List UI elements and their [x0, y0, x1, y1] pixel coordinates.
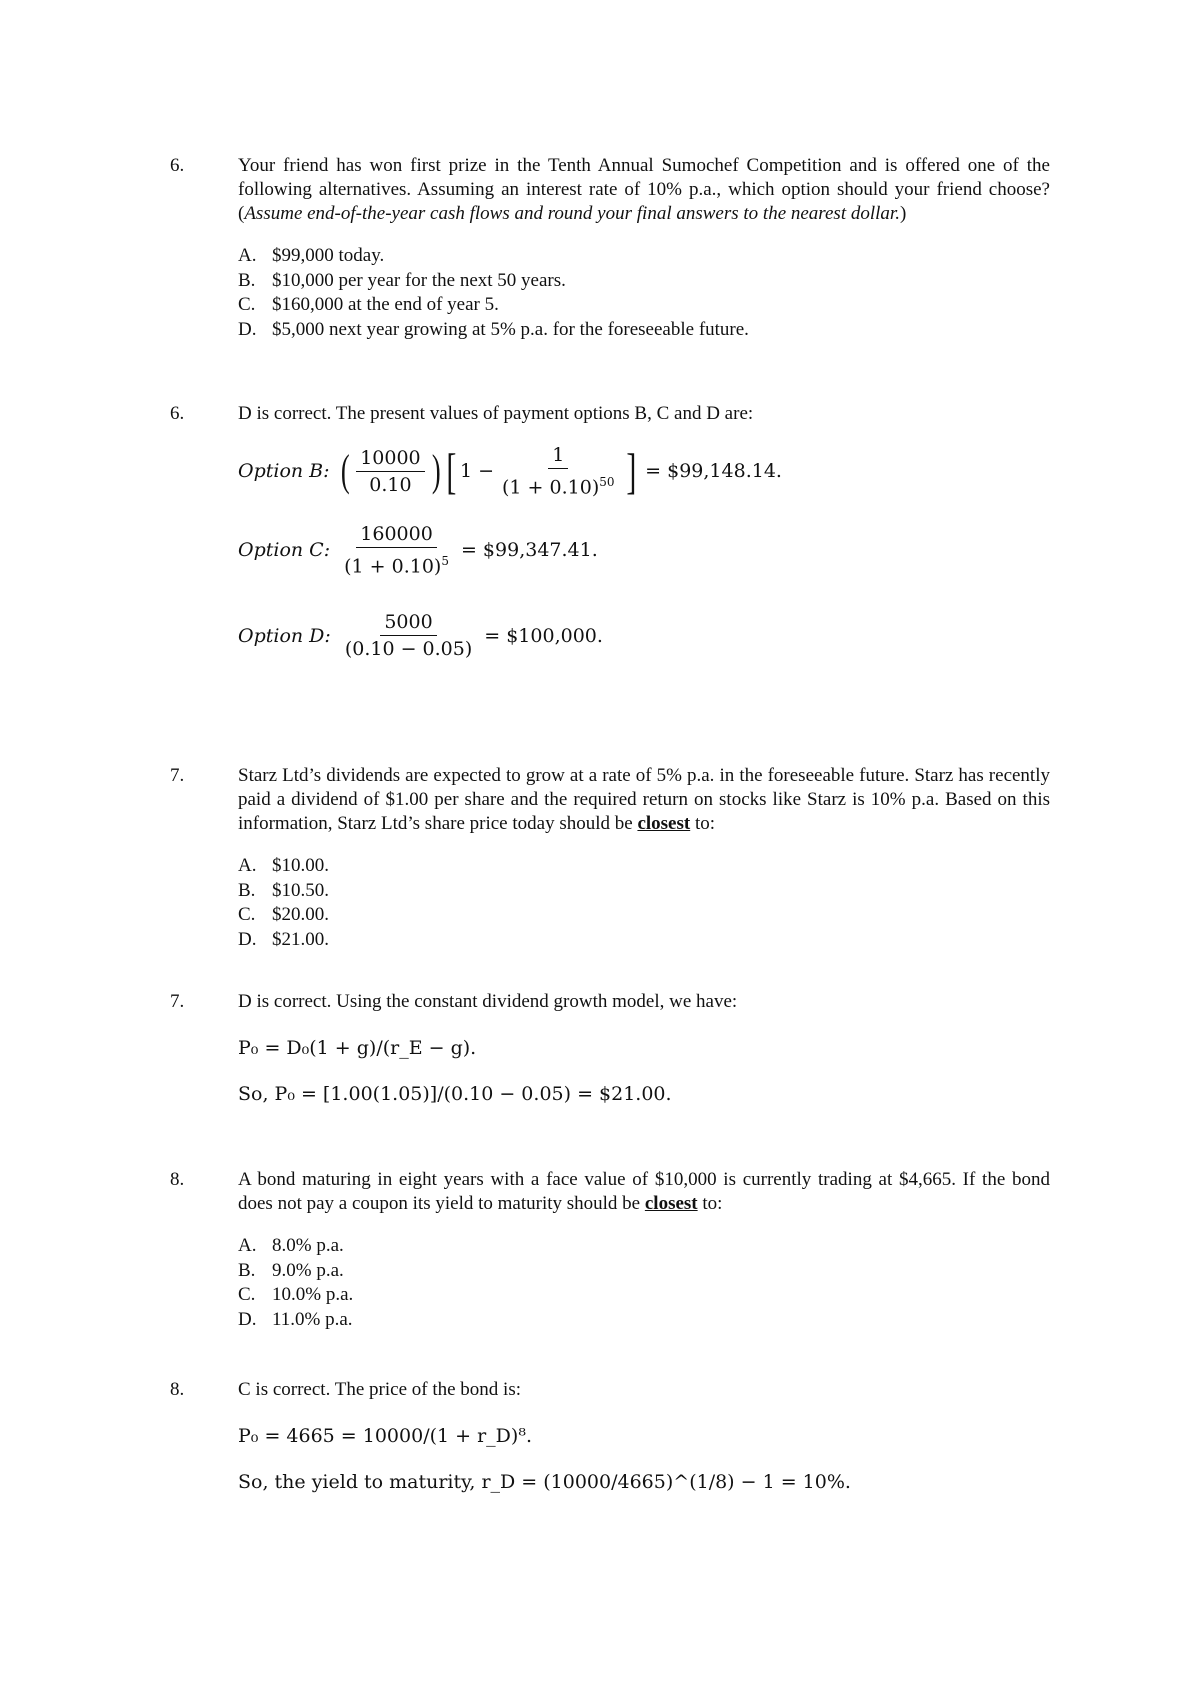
- equation-2: So, the yield to maturity, r_D = (10000/4665)^(1/8) − 1 = 10%.: [238, 1471, 851, 1493]
- question-text: Starz Ltd’s dividends are expected to grow at a rate of 5% p.a. in the foreseeable future. Starz has recently paid a dividend of $1.00 per share and the required return on stocks like Starz is 10% p.a. Based on this information, Starz Ltd’s share price today should be closest to:: [238, 765, 1050, 834]
- option-d: D. 11.0% p.a.: [238, 1308, 353, 1330]
- answer-number: 6.: [170, 403, 185, 424]
- option-a: A. $10.00.: [238, 855, 329, 876]
- answer-options: [238, 244, 1050, 342]
- answer-8: [170, 1378, 1050, 1494]
- question-number: 8.: [170, 1169, 185, 1190]
- option-a: A. 8.0% p.a.: [238, 1235, 344, 1256]
- formula-option-b: Option B: ( $\frac{10000}{0.10}$ ) [ 1 − $\frac{1}{(1 + 0.10)^{50}}$ ] = $99,148.14.: [238, 443, 782, 500]
- answer-number: 7.: [170, 991, 185, 1012]
- question-text: A bond maturing in eight years with a face value of $10,000 is currently trading at $4,665. If the bond does not pay a coupon its yield to maturity should be closest to:: [238, 1169, 1050, 1214]
- answer-text: C is correct. The price of the bond is:: [238, 1379, 521, 1400]
- equation-1: P₀ = D₀(1 + g)/(r_E − g).: [238, 1037, 477, 1059]
- question-number: 6.: [170, 155, 185, 176]
- option-d: D. $5,000 next year growing at 5% p.a. for the foreseeable future.: [238, 318, 749, 340]
- answer-text: D is correct. Using the constant dividend growth model, we have:: [238, 991, 738, 1012]
- formula-option-c: Option C: $\frac{160000}{(1 + 0.10)^5}$ = $99,347.41.: [238, 523, 598, 578]
- answer-6: [170, 402, 1050, 426]
- question-8: [170, 1168, 1050, 1332]
- equation-1: P₀ = 4665 = 10000/(1 + r_D)⁸.: [238, 1425, 532, 1447]
- option-c: C. $160,000 at the end of year 5.: [238, 294, 499, 315]
- option-b: B. $10,000 per year for the next 50 years.: [238, 269, 566, 291]
- option-a: A. $99,000 today.: [238, 245, 385, 266]
- equation-2: So, P₀ = [1.00(1.05)]/(0.10 − 0.05) = $21.00.: [238, 1083, 672, 1105]
- answer-options: [238, 854, 1050, 952]
- answer-options: [238, 1234, 1050, 1332]
- option-b: B. $10.50.: [238, 879, 329, 901]
- question-text: Your friend has won first prize in the Tenth Annual Sumochef Competition and is offered one of the following alternatives. Assuming an interest rate of 10% p.a., which option should your friend choose? (Assume end-of-the-year cash flows and round your final answers to the nearest dollar.): [238, 155, 1050, 224]
- formula-option-d: Option D: $\frac{5000}{(0.10 - 0.05)}$ = $100,000.: [238, 611, 603, 660]
- answer-number: 8.: [170, 1379, 185, 1400]
- option-c: C. $20.00.: [238, 904, 329, 925]
- option-d: D. $21.00.: [238, 928, 329, 950]
- option-c: C. 10.0% p.a.: [238, 1284, 354, 1305]
- option-b: B. 9.0% p.a.: [238, 1259, 344, 1281]
- question-7: [170, 764, 1050, 952]
- answer-text: D is correct. The present values of payment options B, C and D are:: [238, 403, 754, 424]
- answer-7: [170, 990, 1050, 1106]
- question-6: [170, 154, 1050, 342]
- question-number: 7.: [170, 765, 185, 786]
